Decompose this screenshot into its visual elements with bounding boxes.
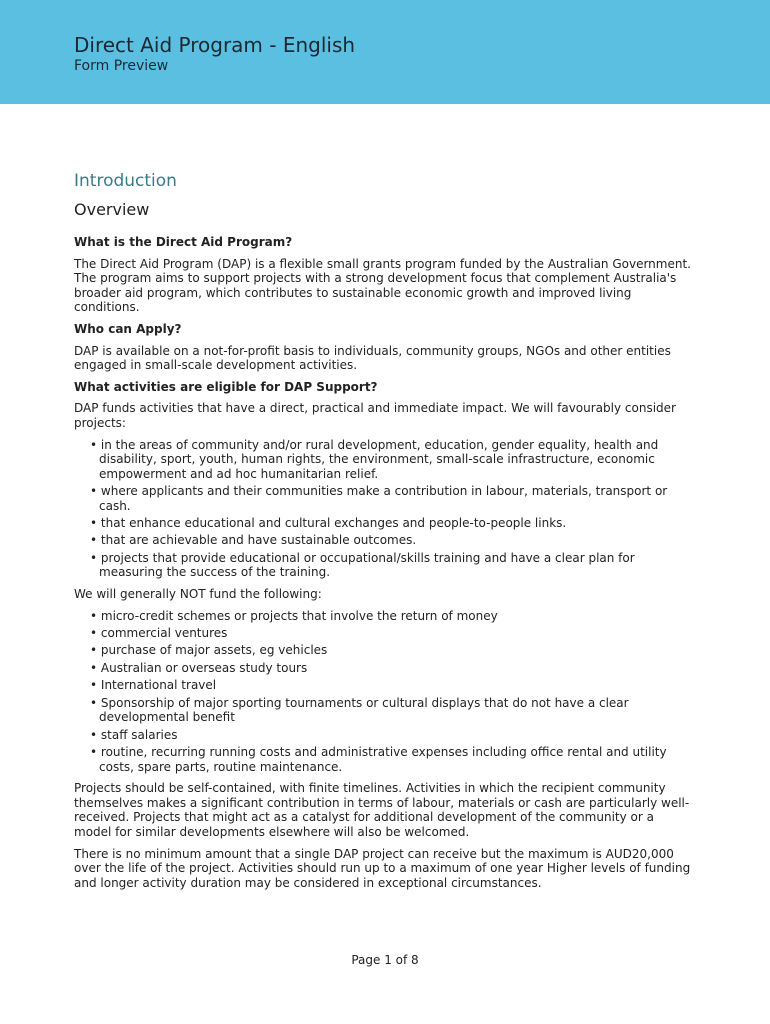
list-item: • Australian or overseas study tours	[90, 660, 308, 675]
question-heading-who-can-apply: Who can Apply?	[74, 321, 182, 336]
list-item: • International travel	[90, 678, 217, 693]
paragraph-who-can-apply: DAP is available on a not-for-profit basis to individuals, community groups, NGOs and other entities engaged in small-scale development activities.	[74, 343, 671, 373]
list-item: • in the areas of community and/or rural development, education, gender equality, health and disability, sport, youth, human rights, the environment, small-scale infrastructure, economic empowerment and ad hoc humanitarian relief.	[90, 437, 659, 481]
form-title: Direct Aid Program - English	[74, 33, 356, 57]
question-heading-eligible-activities: What activities are eligible for DAP Support?	[74, 379, 378, 394]
list-item: • Sponsorship of major sporting tournaments or cultural displays that do not have a clear developmental benefit	[90, 695, 629, 725]
paragraph-project-timelines: Projects should be self-contained, with finite timelines. Activities in which the recipient community themselves makes a significant contribution in terms of labour, materials or cash are particularly well-received. Projects that might act as a catalyst for additional development of the community or a model for similar developments elsewhere will also be welcomed.	[74, 781, 690, 839]
list-item: • that are achievable and have sustainable outcomes.	[90, 533, 417, 548]
list-item: • micro-credit schemes or projects that involve the return of money	[90, 608, 498, 623]
list-item: • that enhance educational and cultural exchanges and people-to-people links.	[90, 516, 567, 531]
paragraph-eligible-activities: DAP funds activities that have a direct, practical and immediate impact. We will favourably consider projects:	[74, 401, 676, 430]
paragraph-funding-amount: There is no minimum amount that a single DAP project can receive but the maximum is AUD20,000 over the life of the project. Activities should run up to a maximum of one year Higher levels of funding and longer activity duration may be considered in exceptional circumstances.	[74, 846, 691, 890]
list-item: • commercial ventures	[90, 626, 228, 641]
list-item: • projects that provide educational or occupational/skills training and have a clear plan for measuring the success of the training.	[90, 550, 635, 580]
list-item: • purchase of major assets, eg vehicles	[90, 643, 328, 658]
paragraph-what-is-dap: The Direct Aid Program (DAP) is a flexible small grants program funded by the Australian Government. The program aims to support projects with a strong development focus that complement Australia's broader aid program, which contributes to sustainable economic growth and improved living conditions.	[74, 256, 691, 315]
list-item: • where applicants and their communities make a contribution in labour, materials, transport or cash.	[90, 484, 668, 513]
page-header	[0, 0, 770, 104]
page-number: Page 1 of 8	[351, 953, 419, 967]
question-heading-what-is-dap: What is the Direct Aid Program?	[74, 235, 293, 249]
form-subtitle: Form Preview	[74, 58, 169, 74]
section-subtitle: Overview	[74, 200, 150, 219]
list-item: • routine, recurring running costs and administrative expenses including office rental and utility costs, spare parts, routine maintenance.	[90, 744, 667, 774]
paragraph-not-funded-intro: We will generally NOT fund the following:	[74, 587, 322, 602]
section-title: Introduction	[74, 171, 177, 191]
list-item: • staff salaries	[90, 727, 178, 742]
eligible-activities-list	[74, 438, 694, 581]
form-content	[74, 170, 694, 890]
not-funded-list	[74, 609, 694, 775]
